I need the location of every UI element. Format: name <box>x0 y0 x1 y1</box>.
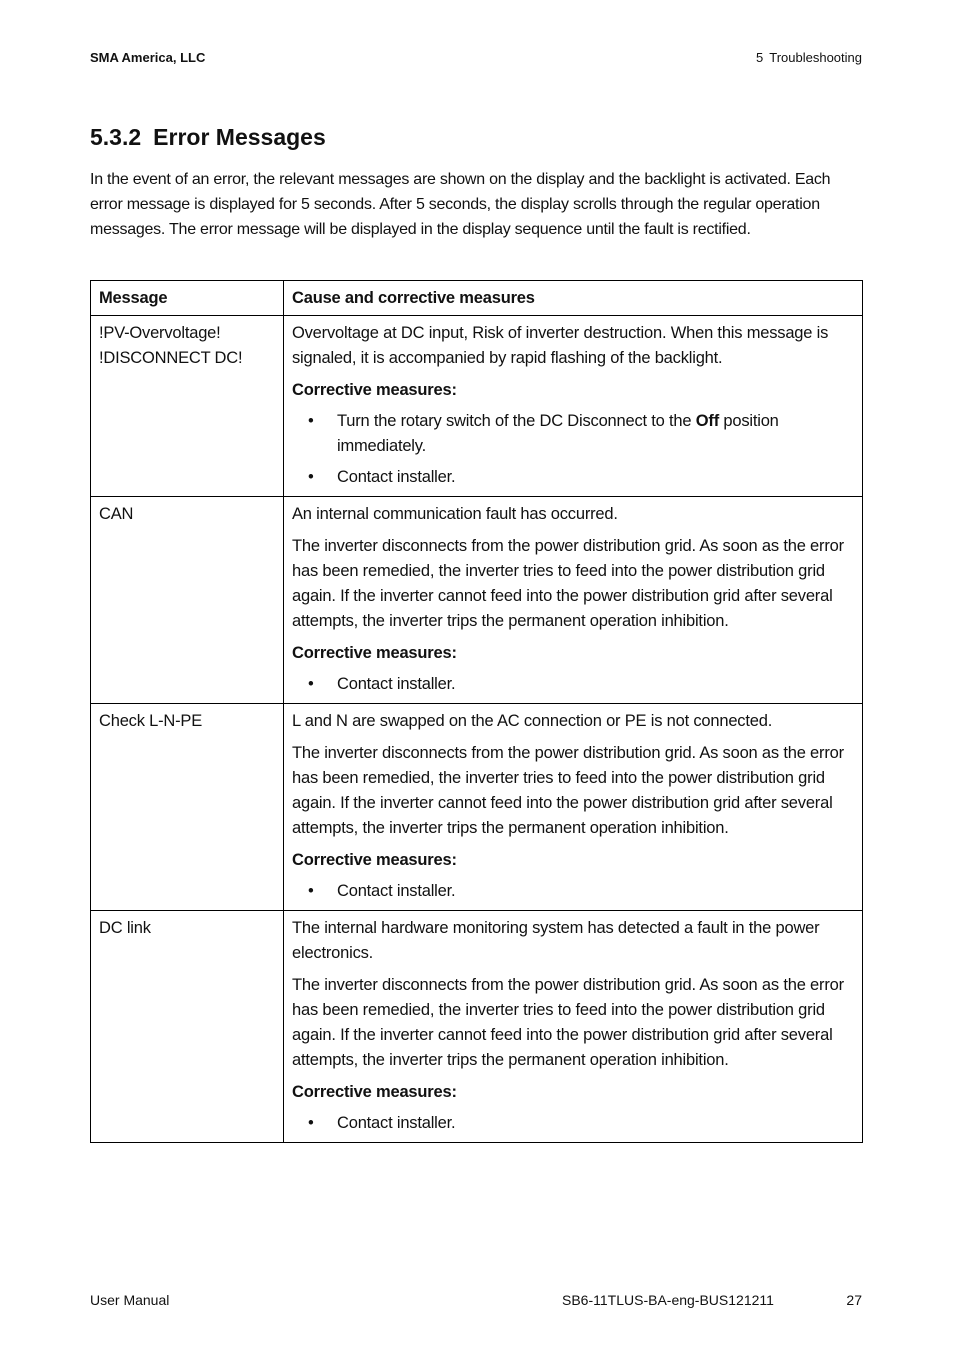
cause-cell <box>284 497 863 704</box>
error-messages-table <box>90 280 863 1143</box>
header-company: SMA America, LLC <box>90 50 206 65</box>
measure-text: Contact installer. <box>337 1114 456 1132</box>
footer-doc-id: SB6-11TLUS-BA-eng-BUS121211 <box>562 1292 774 1308</box>
footer-left: User Manual <box>90 1292 170 1308</box>
bullet-icon: • <box>308 675 314 693</box>
message-text: CAN <box>99 505 134 523</box>
cause-cell <box>284 911 863 1143</box>
message-cell <box>91 704 284 911</box>
cause-cell <box>284 704 863 911</box>
header-cause: Cause and corrective measures <box>284 281 863 316</box>
bullet-icon: • <box>308 412 314 430</box>
cause-paragraph: The internal hardware monitoring system has detected a fault in the power electronics. <box>292 919 820 962</box>
measure-text: Turn the rotary switch of the DC Disconnect to the <box>337 412 696 430</box>
bullet-icon: • <box>308 468 314 486</box>
bullet-icon: • <box>308 882 314 900</box>
table-header-row <box>91 281 863 316</box>
cause-paragraph: L and N are swapped on the AC connection or PE is not connected. <box>292 712 773 730</box>
measure-text: Contact installer. <box>337 882 456 900</box>
list-item <box>292 879 854 904</box>
bullet-icon: • <box>308 1114 314 1132</box>
measures-list <box>292 1111 854 1136</box>
table-body <box>91 316 863 1143</box>
table-row <box>91 497 863 704</box>
intro-paragraph: In the event of an error, the relevant messages are shown on the display and the backlight is activated. Each error message is displayed for 5 seconds. After 5 seconds, the display scrolls through the regular operation messages. The error message will be displayed in the display sequence until the fault is rectified. <box>90 171 831 238</box>
cause-paragraph: The inverter disconnects from the power distribution grid. As soon as the error has been remedied, the inverter tries to feed into the power distribution grid again. If the inverter cannot feed into the power distribution grid after several attempts, the inverter trips the permanent operation inhibition. <box>292 537 844 630</box>
message-cell <box>91 911 284 1143</box>
corrective-measures-label: Corrective measures: <box>292 644 457 662</box>
corrective-measures-label: Corrective measures: <box>292 381 457 399</box>
cause-paragraph: The inverter disconnects from the power distribution grid. As soon as the error has been remedied, the inverter tries to feed into the power distribution grid again. If the inverter cannot feed into the power distribution grid after several attempts, the inverter trips the permanent operation inhibition. <box>292 744 844 837</box>
message-text: !DISCONNECT DC! <box>99 349 243 367</box>
list-item <box>292 465 854 490</box>
measures-list <box>292 672 854 697</box>
message-text: Check L-N-PE <box>99 712 203 730</box>
table-row <box>91 911 863 1143</box>
section-number: 5.3.2 <box>90 124 142 150</box>
list-item <box>292 409 854 459</box>
measure-text: Contact installer. <box>337 468 456 486</box>
message-text: !PV-Overvoltage! <box>99 324 221 342</box>
measure-text: Contact installer. <box>337 675 456 693</box>
header-chapter-title: Troubleshooting <box>769 50 862 65</box>
header-chapter-number: 5 <box>756 50 764 65</box>
cause-paragraph: Overvoltage at DC input, Risk of inverter destruction. When this message is signaled, it is accompanied by rapid flashing of the backlight. <box>292 324 829 367</box>
table-row <box>91 704 863 911</box>
list-item <box>292 1111 854 1136</box>
list-item <box>292 672 854 697</box>
header-message: Message <box>91 281 284 316</box>
corrective-measures-label: Corrective measures: <box>292 851 457 869</box>
footer-page-number: 27 <box>846 1292 862 1308</box>
table-row <box>91 316 863 497</box>
message-text: DC link <box>99 919 151 937</box>
measure-bold-text: Off <box>695 412 719 430</box>
measure-text-after: position immediately. <box>337 412 779 455</box>
header-chapter <box>756 50 862 65</box>
section-title <box>90 124 326 151</box>
section-title-text: Error Messages <box>153 124 326 150</box>
message-cell <box>91 316 284 497</box>
cause-cell <box>284 316 863 497</box>
cause-paragraph: The inverter disconnects from the power distribution grid. As soon as the error has been remedied, the inverter tries to feed into the power distribution grid again. If the inverter cannot feed into the power distribution grid after several attempts, the inverter trips the permanent operation inhibition. <box>292 976 844 1069</box>
measures-list <box>292 409 854 490</box>
message-cell <box>91 497 284 704</box>
measures-list <box>292 879 854 904</box>
corrective-measures-label: Corrective measures: <box>292 1083 457 1101</box>
cause-paragraph: An internal communication fault has occurred. <box>292 505 618 523</box>
